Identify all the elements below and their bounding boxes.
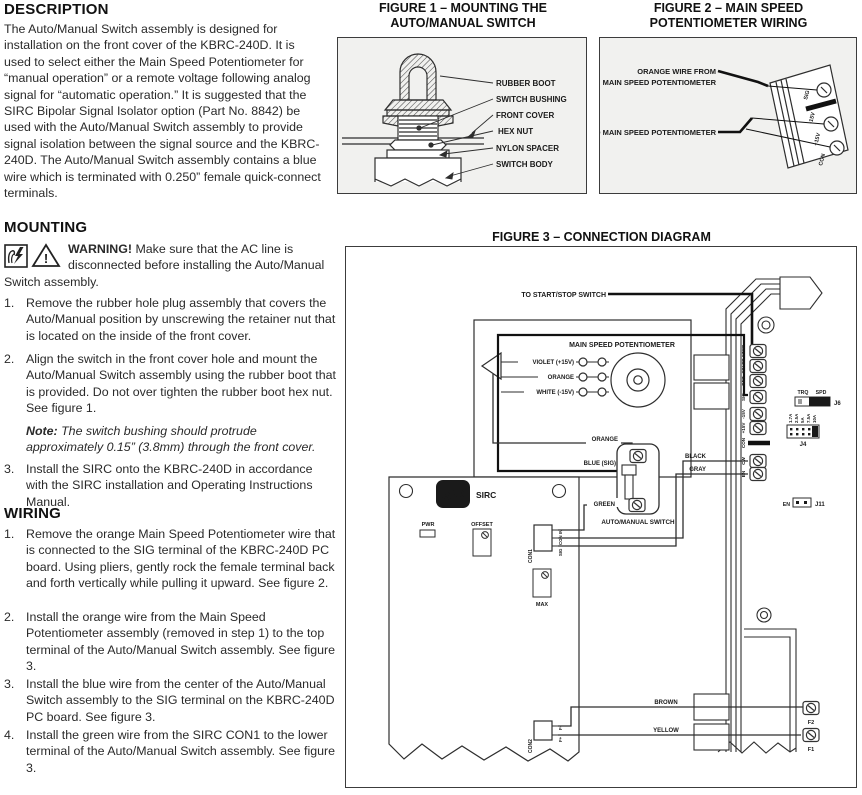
- con1-pin-con: CON: [558, 535, 563, 545]
- orange-switch-wire-label: ORANGE: [591, 437, 618, 443]
- blue-wire-label: BLUE (SIG): [583, 461, 616, 467]
- figure1-box: [337, 37, 587, 194]
- figure1-labels: [496, 79, 567, 169]
- j6-jumper: [795, 390, 841, 407]
- mounting-step-2: [4, 351, 337, 417]
- chassis-notches: [694, 355, 729, 750]
- step-text: Install the blue wire from the center of the Auto/Manual Switch assembly to the SIG terminal on the KBRC-240D PC board. See figure 3.: [26, 677, 335, 724]
- j4-label: J4: [799, 442, 807, 448]
- pwr-label: PWR: [421, 522, 435, 528]
- j6-label: J6: [834, 401, 841, 407]
- j11-label: J11: [815, 502, 825, 508]
- max-label: MAX: [535, 602, 549, 608]
- step-text: Install the SIRC onto the KBRC-240D in accordance with the SIRC installation and Operating Instructions Manual.: [26, 462, 313, 509]
- terminal-cw: CW: [741, 457, 746, 465]
- step-number: 1.: [4, 527, 15, 541]
- j4-header: [787, 413, 819, 448]
- brown-wire-label: BROWN: [654, 700, 678, 706]
- label-nylon-spacer: NYLON SPACER: [496, 144, 559, 153]
- auto-manual-switch-label: AUTO/MANUAL SWITCH: [601, 519, 675, 526]
- green-wire-label: GREEN: [593, 502, 615, 508]
- mounting-note: [26, 423, 337, 456]
- figure1-title: [337, 1, 589, 31]
- step-number: 2.: [4, 352, 15, 366]
- terminal-stop: STOP: [741, 344, 746, 358]
- white-wire-label: WHITE (-15V): [536, 390, 574, 396]
- j11-jumper: [783, 498, 826, 508]
- description-heading: DESCRIPTION: [4, 1, 109, 18]
- step-text: Remove the orange Main Speed Potentiometer wire that is connected to the SIG terminal of the KBRC-240D PC board. Using pliers, gently rock the female terminal back and forth vertically while pulling it upward. See figure 2.: [26, 527, 336, 591]
- f1-label: F1: [807, 747, 815, 753]
- terminal-label-con: CON: [818, 153, 828, 167]
- j4-amp-5: 10A: [812, 414, 817, 423]
- figure2-drawing: [600, 38, 856, 193]
- step-number: 4.: [4, 728, 15, 742]
- j6-trq-label: TRQ: [797, 390, 809, 396]
- con2-pin-fminus: F-: [558, 725, 563, 730]
- terminal-label-neg15v: -15V: [808, 111, 817, 125]
- con2-connector: [534, 721, 552, 740]
- figure2-section: [599, 1, 858, 31]
- mounting-step-1: [4, 295, 337, 344]
- figure2-title: [599, 1, 858, 31]
- gray-wire-label: GRAY: [689, 467, 706, 473]
- kbrc-terminal-strip: [741, 345, 770, 481]
- step-text: Install the orange wire from the Main Speed Potentiometer assembly (removed in step 1) to the top terminal of the Auto/Manual Switch assembly. See figure 3.: [26, 610, 336, 674]
- step-text: Install the green wire from the SIRC CON1 to the lower terminal of the Auto/Manual Switch assembly. See figure 3.: [26, 728, 336, 775]
- con1-pin-sig: SIG: [558, 548, 563, 556]
- con1-pin-in: IN: [558, 529, 563, 534]
- con1-label: CON1: [528, 549, 534, 563]
- j6-spd-label: SPD: [815, 390, 827, 396]
- label-orange-wire-from: ORANGE WIRE FROM: [637, 67, 716, 76]
- terminal-label-pos15v: +15V: [813, 132, 823, 147]
- j4-amp-2: 2.5A: [794, 413, 799, 423]
- note-label: Note:: [26, 424, 58, 438]
- note-text: The switch bushing should protrude approximately 0.15” (3.8mm) through the front cover.: [26, 424, 316, 455]
- con2-pin-fplus: F+: [558, 736, 563, 742]
- step-text: Align the switch in the front cover hole and mount the Auto/Manual Switch assembly using the rubber boot that is provided. Do not over tighten the rubber boot hex nut. See figure 1.: [26, 352, 336, 416]
- wiring-step-2: [4, 609, 337, 675]
- figure2-title-line1: FIGURE 2 – MAIN SPEED: [653, 1, 804, 15]
- sirc-label: SIRC: [476, 490, 497, 500]
- figure2-box: [599, 37, 857, 194]
- warning-label: WARNING!: [68, 242, 133, 256]
- mounting-warning: [4, 241, 337, 290]
- label-rubber-boot: RUBBER BOOT: [496, 79, 556, 88]
- terminal-start: START: [741, 358, 746, 374]
- terminal-neg15v: -15V: [741, 409, 746, 419]
- label-front-cover: FRONT COVER: [496, 111, 555, 120]
- terminal-ret: RET: [741, 376, 746, 386]
- terminal-con: CON: [741, 437, 746, 449]
- yellow-wire-label: YELLOW: [653, 728, 679, 734]
- figure2-title-line2: POTENTIOMETER WIRING: [649, 16, 808, 30]
- mounting-heading: MOUNTING: [4, 219, 88, 236]
- j4-amp-4: 7.5A: [806, 413, 811, 423]
- figure3-drawing: [346, 247, 856, 787]
- kb-logo-text: KB: [441, 488, 465, 505]
- step-number: 3.: [4, 462, 15, 476]
- figure3-box: [345, 246, 857, 788]
- figure1-section: [337, 1, 589, 31]
- f-terminals: [803, 702, 819, 754]
- step-number: 3.: [4, 677, 15, 691]
- j4-amp-1: 1.7A: [788, 413, 793, 423]
- terminal-strip-labels: [741, 345, 746, 477]
- figure1-title-line1: FIGURE 1 – MOUNTING THE: [378, 1, 548, 15]
- violet-wire-label: VIOLET (+15V): [532, 360, 574, 366]
- description-body: The Auto/Manual Switch assembly is designed for installation on the front cover of the KBRC-240D. It is used to select either the Main Speed Potentiometer for “manual operation” or a remote voltage following analog signal for “automatic operation.” It is suggested that the SIRC Bipolar Signal Isolator option (Part No. 8842) be used with the Auto/Manual Switch assembly to provide signal isolation between the signal source and the KBRC-240D. The Auto/Manual Switch assembly contains a blue wire which is terminated with 0.250” female quick-connect terminals.: [4, 22, 321, 201]
- warning-icons: [4, 243, 62, 269]
- offset-label: OFFSET: [471, 522, 493, 528]
- con2-label: CON2: [528, 739, 534, 753]
- terminal-pos15v: +15V: [741, 422, 746, 434]
- step-text: Remove the rubber hole plug assembly that covers the Auto/Manual position by unscrewing the retainer nut that is located on the inside of the front cover.: [26, 296, 336, 343]
- svg-text:!: !: [43, 251, 49, 266]
- terminal-sig: SIG: [741, 393, 746, 401]
- f2-label: F2: [807, 720, 815, 726]
- label-to-main-speed-pot: TO MAIN SPEED POTENTIOMETER: [600, 128, 716, 137]
- toggle-switch-drawing: [342, 54, 484, 186]
- figure1-drawing: [338, 38, 586, 193]
- chassis-outline: [718, 277, 822, 753]
- shock-hazard-icon: [5, 245, 27, 267]
- main-speed-pot-label: MAIN SPEED POTENTIOMETER: [569, 342, 675, 349]
- warning-triangle-icon: [33, 245, 59, 266]
- terminal-en: EN: [741, 470, 746, 478]
- figure3-title: FIGURE 3 – CONNECTION DIAGRAM: [492, 230, 711, 244]
- step-number: 1.: [4, 296, 15, 310]
- label-switch-bushing: SWITCH BUSHING: [496, 95, 567, 104]
- label-main-speed-pot: MAIN SPEED POTENTIOMETER: [602, 78, 716, 87]
- to-start-stop-label: TO START/STOP SWITCH: [521, 292, 606, 299]
- figure2-labels: [600, 67, 717, 137]
- wiring-heading: WIRING: [4, 505, 62, 522]
- mounting-step-3: [4, 461, 337, 510]
- black-wire-label: BLACK: [685, 454, 706, 460]
- figure1-title-line2: AUTO/MANUAL SWITCH: [390, 16, 536, 30]
- con1-connector: [534, 525, 552, 551]
- label-switch-body: SWITCH BODY: [496, 160, 553, 169]
- j11-en-label: EN: [782, 502, 790, 508]
- wiring-step-3: [4, 676, 337, 725]
- terminal-label-sig: SIG: [803, 89, 812, 101]
- j4-amp-labels: [788, 413, 817, 423]
- wiring-step-4: [4, 727, 337, 776]
- j4-amp-3: 5A: [800, 417, 805, 423]
- step-number: 2.: [4, 610, 15, 624]
- sirc-board: [389, 477, 579, 761]
- wiring-step-1: [4, 526, 337, 592]
- orange-pot-wire-label: ORANGE: [547, 375, 574, 381]
- label-hex-nut: HEX NUT: [498, 127, 534, 136]
- auto-manual-switch-drawing: [617, 444, 659, 514]
- warning-text: Make sure that the AC line is disconnected before installing the Auto/Manual Switch assembly.: [4, 242, 325, 289]
